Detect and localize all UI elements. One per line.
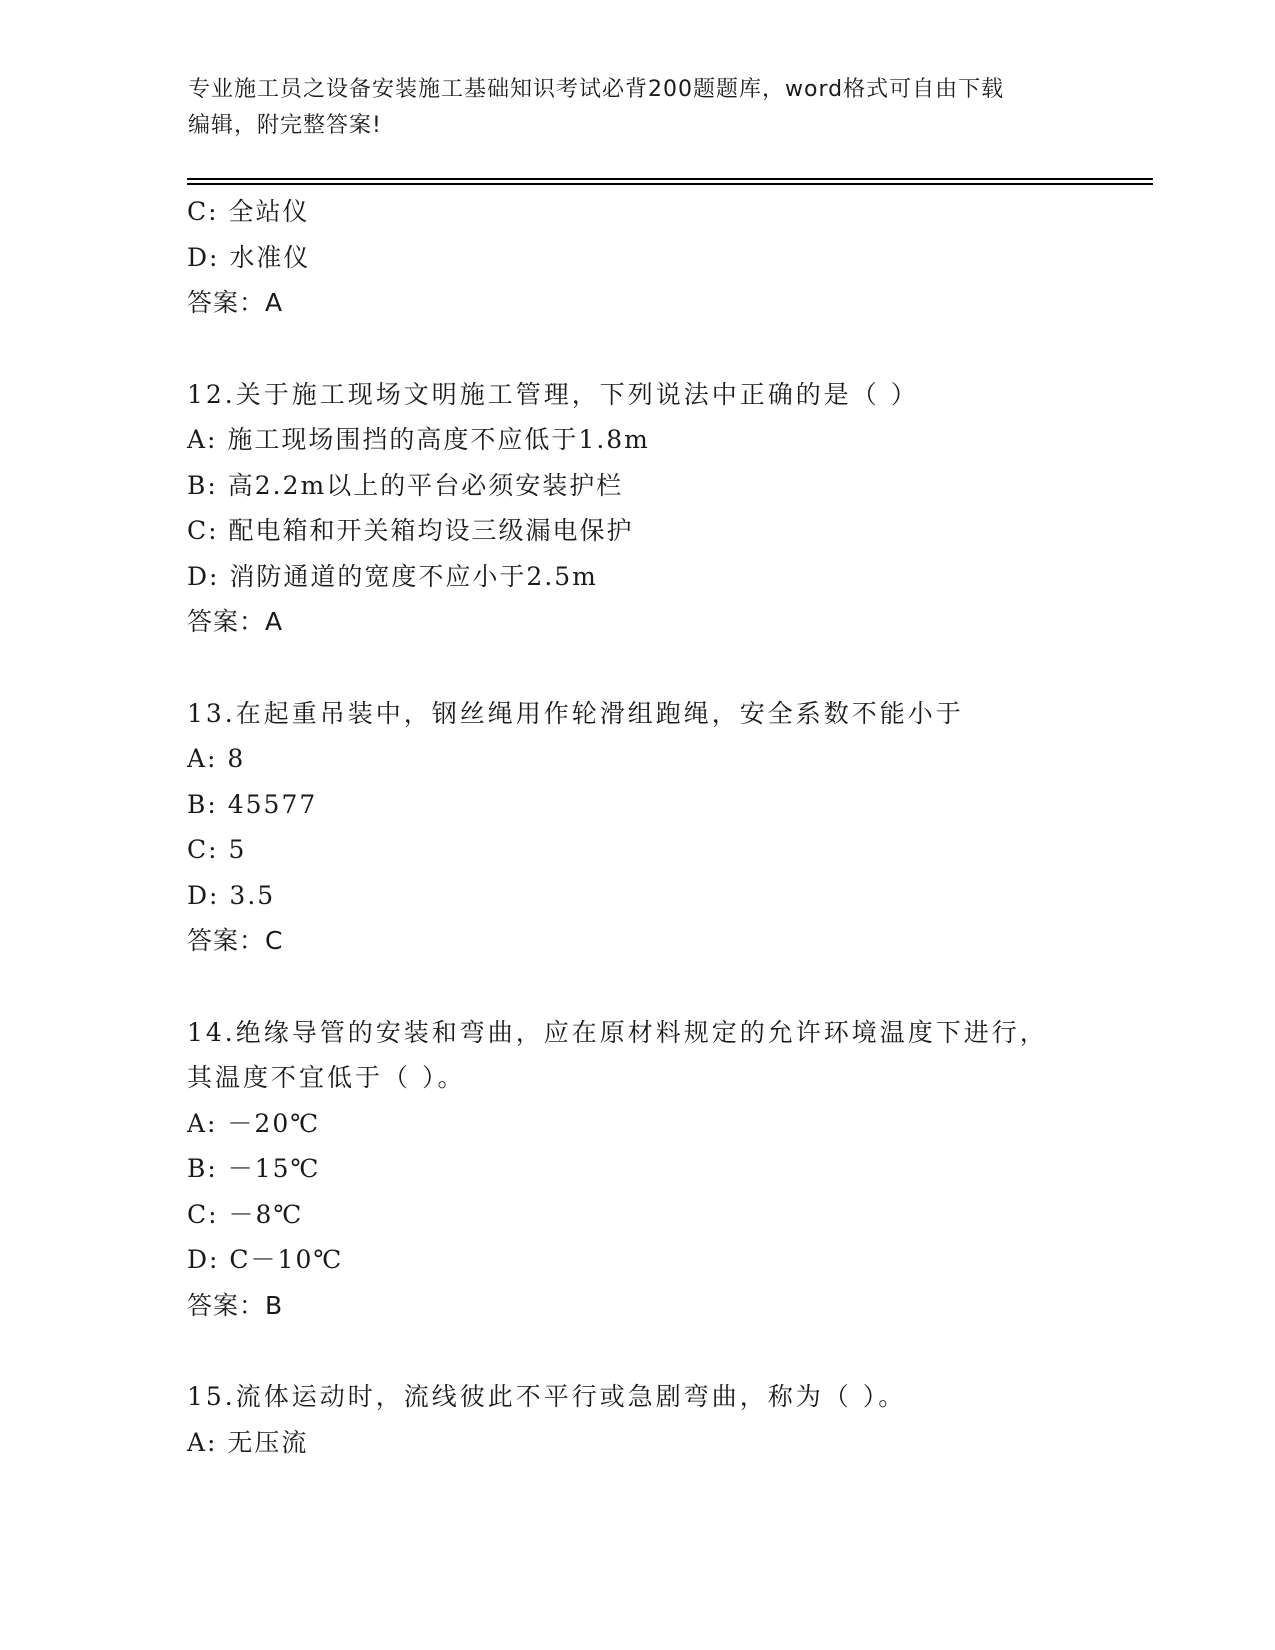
question-text: 13.在起重吊装中，钢丝绳用作轮滑组跑绳，安全系数不能小于 bbox=[187, 698, 964, 728]
header-line-2: 编辑，附完整答案! bbox=[188, 113, 382, 138]
option-d: D: 消防通道的宽度不应小于2.5m bbox=[187, 561, 598, 591]
answer: 答案：A bbox=[187, 607, 284, 636]
spacer bbox=[187, 326, 1147, 372]
option-a: A: 8 bbox=[187, 744, 246, 773]
option-c: C: 5 bbox=[187, 835, 247, 864]
answer: 答案：B bbox=[187, 1290, 284, 1320]
document-body bbox=[187, 189, 1147, 1465]
option-b: B: 高2.2m以上的平台必须安装护栏 bbox=[187, 470, 624, 500]
document-header bbox=[188, 72, 1068, 144]
question-text-line-1: 14.绝缘导管的安装和弯曲，应在原材料规定的允许环境温度下进行， bbox=[187, 1017, 1048, 1047]
spacer bbox=[187, 1328, 1147, 1374]
option-a: A: －20℃ bbox=[187, 1108, 321, 1138]
answer: 答案：A bbox=[187, 288, 284, 317]
spacer bbox=[187, 964, 1147, 1010]
question-14 bbox=[187, 1010, 1147, 1329]
header-line-1: 专业施工员之设备安装施工基础知识考试必背200题题库，word格式可自由下载 bbox=[188, 77, 1005, 102]
header-divider-bottom bbox=[187, 183, 1153, 185]
question-text-line-2: 其温度不宜低于（ ）。 bbox=[187, 1063, 466, 1092]
spacer bbox=[187, 645, 1147, 691]
option-d: D: 3.5 bbox=[187, 880, 276, 910]
question-11-tail bbox=[187, 189, 1147, 326]
answer: 答案：C bbox=[187, 926, 284, 955]
question-text: 15.流体运动时，流线彼此不平行或急剧弯曲，称为（ ）。 bbox=[187, 1382, 907, 1411]
question-13 bbox=[187, 691, 1147, 964]
question-text: 12.关于施工现场文明施工管理，下列说法中正确的是（ ） bbox=[187, 379, 919, 409]
option-b: B: 45577 bbox=[187, 789, 318, 819]
option-a: A: 施工现场围挡的高度不应低于1.8m bbox=[187, 425, 650, 454]
question-15 bbox=[187, 1374, 1147, 1465]
option-c: C: －8℃ bbox=[187, 1199, 304, 1229]
option-d: D: C－10℃ bbox=[187, 1245, 344, 1274]
option-a: A: 无压流 bbox=[187, 1427, 309, 1457]
option-d: D: 水准仪 bbox=[187, 242, 311, 272]
option-c: C: 全站仪 bbox=[187, 197, 310, 226]
question-12 bbox=[187, 372, 1147, 645]
header-divider-top bbox=[187, 178, 1153, 180]
option-b: B: －15℃ bbox=[187, 1154, 321, 1183]
option-c: C: 配电箱和开关箱均设三级漏电保护 bbox=[187, 516, 634, 545]
